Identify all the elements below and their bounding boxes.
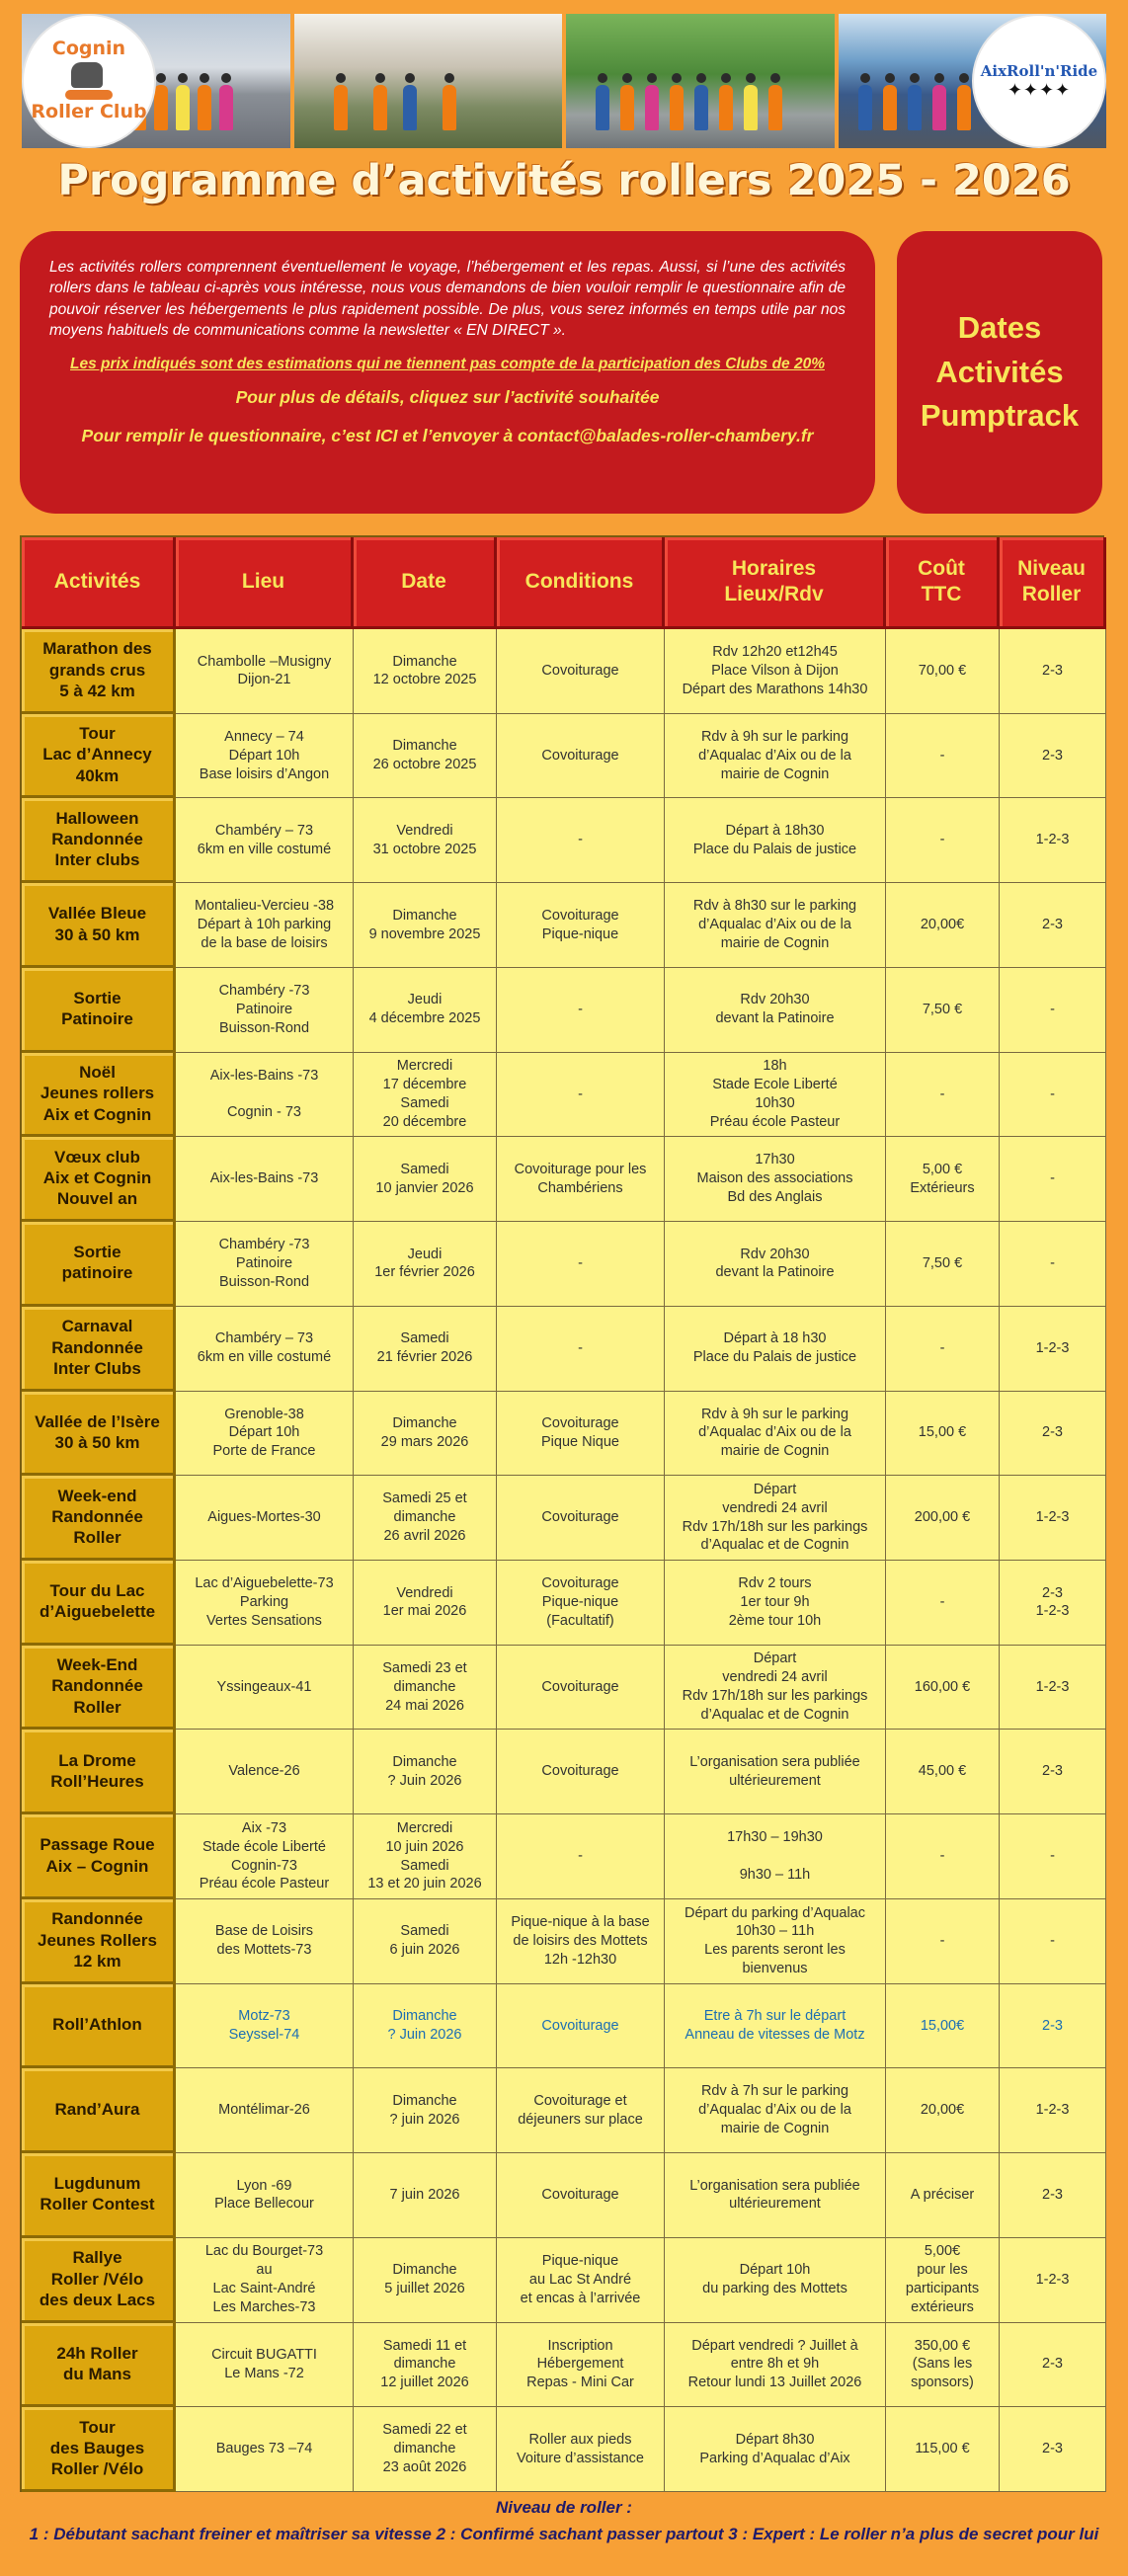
cost-cell: - [886,1814,1000,1899]
schedule-cell: 17h30 Maison des associations Bd des Anglais [665,1137,886,1222]
conditions-cell: Covoiturage Pique-nique [497,883,665,968]
cost-cell: 350,00 € (Sans les sponsors) [886,2323,1000,2408]
location-cell: Valence-26 [176,1730,354,1814]
schedule-cell: Départ 8h30 Parking d’Aqualac d’Aix [665,2407,886,2492]
header-conditions: Conditions [497,537,665,629]
activity-link[interactable]: Vallée de l’Isère 30 à 50 km [22,1392,176,1477]
prices-note: Les prix indiqués sont des estimations qui ne tiennent pas compte de la participation des Clubs de 20% [70,355,825,372]
level-cell: - [1000,1137,1106,1222]
questionnaire-link[interactable]: Pour remplir le questionnaire, c’est ICI et l’envoyer à contact@balades-roller-chambery.fr [81,425,814,445]
location-cell: Lyon -69 Place Bellecour [176,2153,354,2238]
location-cell: Chambéry -73 Patinoire Buisson-Rond [176,1222,354,1307]
level-cell: - [1000,1053,1106,1138]
date-cell: Mercredi 10 juin 2026 Samedi 13 et 20 juin 2026 [354,1814,497,1899]
header-cout: Coût TTC [886,537,1000,629]
activity-link[interactable]: Marathon des grands crus 5 à 42 km [22,629,176,714]
location-cell: Montélimar-26 [176,2068,354,2153]
level-cell: - [1000,1899,1106,1984]
schedule-cell: Rdv à 9h sur le parking d’Aqualac d’Aix ou de la mairie de Cognin [665,714,886,799]
cost-cell: 15,00 € [886,1392,1000,1477]
level-cell: 1-2-3 [1000,2238,1106,2323]
location-cell: Motz-73 Seyssel-74 [176,1984,354,2069]
cost-cell: 5,00€ pour les participants extérieurs [886,2238,1000,2323]
date-cell: Samedi 6 juin 2026 [354,1899,497,1984]
cost-cell: - [886,1307,1000,1392]
schedule-cell: Départ vendredi 24 avril Rdv 17h/18h sur les parkings d’Aqualac et de Cognin [665,1646,886,1731]
conditions-cell: - [497,968,665,1053]
info-text: Les activités rollers comprennent éventuellement le voyage, l’hébergement et les repas. Aussi, si l’une des activités rollers dans le tableau ci-après vous intéresse, nous vous demandons de bien vouloir remplir le questionnaire afin de pouvoir réserver les hébergements le plus rapidement possible. De plus, vous serez informés en temps utile par nos moyens habituels de communications comme la newsletter « EN DIRECT ». [49,259,846,340]
conditions-cell: Covoiturage et déjeuners sur place [497,2068,665,2153]
cost-cell: 200,00 € [886,1476,1000,1561]
conditions-cell: - [497,1222,665,1307]
schedule-cell: Rdv à 7h sur le parking d’Aqualac d’Aix ou de la mairie de Cognin [665,2068,886,2153]
level-cell: 2-3 [1000,2407,1106,2492]
banner-photo-2 [294,14,563,148]
activity-link[interactable]: Tour des Bauges Roller /Vélo [22,2407,176,2492]
cost-cell: - [886,798,1000,883]
conditions-cell: Covoiturage [497,1476,665,1561]
cost-cell: 45,00 € [886,1730,1000,1814]
date-cell: Jeudi 4 décembre 2025 [354,968,497,1053]
date-cell: Dimanche ? juin 2026 [354,2068,497,2153]
cost-cell: 7,50 € [886,1222,1000,1307]
location-cell: Chambéry – 73 6km en ville costumé [176,798,354,883]
activity-link[interactable]: Sortie patinoire [22,1222,176,1307]
location-cell: Aix -73 Stade école Liberté Cognin-73 Préau école Pasteur [176,1814,354,1899]
location-cell: Montalieu-Vercieu -38 Départ à 10h parking de la base de loisirs [176,883,354,968]
conditions-cell: Covoiturage [497,714,665,799]
date-cell: Samedi 23 et dimanche 24 mai 2026 [354,1646,497,1731]
location-cell: Bauges 73 –74 [176,2407,354,2492]
activity-link[interactable]: Lugdunum Roller Contest [22,2153,176,2238]
location-cell: Aigues-Mortes-30 [176,1476,354,1561]
schedule-cell: Etre à 7h sur le départ Anneau de vitesses de Motz [665,1984,886,2069]
level-cell: 2-3 [1000,1730,1106,1814]
header-horaires: Horaires Lieux/Rdv [665,537,886,629]
conditions-cell: Covoiturage [497,629,665,714]
level-cell: 2-3 [1000,883,1106,968]
conditions-cell: Pique-nique à la base de loisirs des Mottets 12h -12h30 [497,1899,665,1984]
activity-link[interactable]: Vallée Bleue 30 à 50 km [22,883,176,968]
conditions-cell: Covoiturage Pique Nique [497,1392,665,1477]
level-cell: 2-3 [1000,2153,1106,2238]
schedule-cell: Rdv 12h20 et12h45 Place Vilson à Dijon Départ des Marathons 14h30 [665,629,886,714]
cost-cell: - [886,714,1000,799]
cost-cell: 20,00€ [886,2068,1000,2153]
conditions-cell: Pique-nique au Lac St André et encas à l’arrivée [497,2238,665,2323]
level-cell: 1-2-3 [1000,1476,1106,1561]
location-cell: Chambéry – 73 6km en ville costumé [176,1307,354,1392]
date-cell: Dimanche 9 novembre 2025 [354,883,497,968]
cognin-roller-club-logo[interactable]: Cognin Roller Club [22,14,156,148]
activity-link[interactable]: Carnaval Randonnée Inter Clubs [22,1307,176,1392]
schedule-cell: Départ vendredi 24 avril Rdv 17h/18h sur les parkings d’Aqualac et de Cognin [665,1476,886,1561]
level-cell: 2-3 1-2-3 [1000,1561,1106,1646]
location-cell: Annecy – 74 Départ 10h Base loisirs d’Angon [176,714,354,799]
aix-roll-n-ride-logo[interactable] [972,14,1106,148]
photo-banner [22,14,1106,148]
schedule-cell: 17h30 – 19h30 9h30 – 11h [665,1814,886,1899]
cost-cell: A préciser [886,2153,1000,2238]
activity-link[interactable]: Halloween Randonnée Inter clubs [22,798,176,883]
level-legend: 1 : Débutant sachant freiner et maîtriser sa vitesse 2 : Confirmé sachant passer partout 3 : Expert : Le roller n’a plus de secret pour lui [29,2525,1099,2543]
header-activites: Activités [22,537,176,629]
date-cell: Samedi 11 et dimanche 12 juillet 2026 [354,2323,497,2408]
conditions-cell: - [497,798,665,883]
schedule-cell: L’organisation sera publiée ultérieurement [665,1730,886,1814]
level-cell: - [1000,1814,1106,1899]
date-cell: 7 juin 2026 [354,2153,497,2238]
activity-link[interactable]: La Drome Roll’Heures [22,1730,176,1814]
cost-cell: 70,00 € [886,629,1000,714]
conditions-cell: Inscription Hébergement Repas - Mini Car [497,2323,665,2408]
cost-cell: 160,00 € [886,1646,1000,1731]
level-cell: 2-3 [1000,2323,1106,2408]
schedule-cell: 18h Stade Ecole Liberté 10h30 Préau école Pasteur [665,1053,886,1138]
activity-link[interactable]: Roll’Athlon [22,1984,176,2069]
level-cell: 2-3 [1000,714,1106,799]
date-cell: Dimanche 12 octobre 2025 [354,629,497,714]
conditions-cell: Covoiturage [497,1984,665,2069]
date-cell: Samedi 10 janvier 2026 [354,1137,497,1222]
date-cell: Vendredi 31 octobre 2025 [354,798,497,883]
activity-link[interactable]: Sortie Patinoire [22,968,176,1053]
cost-cell: 115,00 € [886,2407,1000,2492]
schedule-cell: Départ à 18 h30 Place du Palais de justice [665,1307,886,1392]
date-cell: Dimanche 26 octobre 2025 [354,714,497,799]
cost-cell: - [886,1053,1000,1138]
details-link[interactable]: Pour plus de détails, cliquez sur l’activité souhaitée [235,386,660,407]
activity-link[interactable]: Vœux club Aix et Cognin Nouvel an [22,1137,176,1222]
level-cell: - [1000,1222,1106,1307]
conditions-cell: Covoiturage [497,2153,665,2238]
schedule-cell: Départ du parking d’Aqualac 10h30 – 11h Les parents seront les bienvenus [665,1899,886,1984]
conditions-cell: Roller aux pieds Voiture d’assistance [497,2407,665,2492]
activity-link[interactable]: Tour Lac d’Annecy 40km [22,714,176,799]
schedule-cell: Rdv 20h30 devant la Patinoire [665,968,886,1053]
activity-link[interactable]: 24h Roller du Mans [22,2323,176,2408]
activity-link[interactable]: Randonnée Jeunes Rollers 12 km [22,1899,176,1984]
conditions-cell: Covoiturage Pique-nique (Facultatif) [497,1561,665,1646]
header-niveau: Niveau Roller [1000,537,1106,629]
location-cell: Lac du Bourget-73 au Lac Saint-André Les Marches-73 [176,2238,354,2323]
level-cell: 1-2-3 [1000,798,1106,883]
date-cell: Mercredi 17 décembre Samedi 20 décembre [354,1053,497,1138]
location-cell: Chambolle –Musigny Dijon-21 [176,629,354,714]
schedule-cell: Rdv 2 tours 1er tour 9h 2ème tour 10h [665,1561,886,1646]
skaters-icon: ✦✦✦✦ [1007,79,1072,100]
legend-title: Niveau de roller : [496,2498,632,2517]
schedule-cell: Départ vendredi ? Juillet à entre 8h et 9h Retour lundi 13 Juillet 2026 [665,2323,886,2408]
activity-link[interactable]: Tour du Lac d’Aiguebelette [22,1561,176,1646]
activity-link[interactable]: Passage Roue Aix – Cognin [22,1814,176,1899]
level-cell: 1-2-3 [1000,1307,1106,1392]
schedule-cell: Rdv à 8h30 sur le parking d’Aqualac d’Aix ou de la mairie de Cognin [665,883,886,968]
level-cell: 2-3 [1000,1984,1106,2069]
level-cell: 2-3 [1000,1392,1106,1477]
header-date: Date [354,537,497,629]
info-box [20,231,875,514]
cost-cell: 5,00 € Extérieurs [886,1137,1000,1222]
cost-cell: 15,00€ [886,1984,1000,2069]
schedule-cell: Rdv 20h30 devant la Patinoire [665,1222,886,1307]
cost-cell: - [886,1899,1000,1984]
location-cell: Aix-les-Bains -73 Cognin - 73 [176,1053,354,1138]
cost-cell: - [886,1561,1000,1646]
conditions-cell: Covoiturage [497,1646,665,1731]
schedule-cell: Départ 10h du parking des Mottets [665,2238,886,2323]
activity-link[interactable]: Week-End Randonnée Roller [22,1646,176,1731]
conditions-cell: Covoiturage [497,1730,665,1814]
date-cell: Dimanche 5 juillet 2026 [354,2238,497,2323]
banner-photo-3 [566,14,835,148]
date-cell: Dimanche ? Juin 2026 [354,1984,497,2069]
location-cell: Circuit BUGATTI Le Mans -72 [176,2323,354,2408]
activity-link[interactable]: Noël Jeunes rollers Aix et Cognin [22,1053,176,1138]
location-cell: Lac d’Aiguebelette-73 Parking Vertes Sensations [176,1561,354,1646]
location-cell: Yssingeaux-41 [176,1646,354,1731]
pumptrack-dates-button[interactable]: Dates Activités Pumptrack [897,231,1102,514]
activity-link[interactable]: Rand’Aura [22,2068,176,2153]
level-cell: - [1000,968,1106,1053]
activity-link[interactable]: Rallye Roller /Vélo des deux Lacs [22,2238,176,2323]
roller-skate-icon [63,62,115,100]
date-cell: Dimanche ? Juin 2026 [354,1730,497,1814]
date-cell: Jeudi 1er février 2026 [354,1222,497,1307]
date-cell: Dimanche 29 mars 2026 [354,1392,497,1477]
location-cell: Base de Loisirs des Mottets-73 [176,1899,354,1984]
activity-table [20,535,1104,2492]
location-cell: Aix-les-Bains -73 [176,1137,354,1222]
cost-cell: 7,50 € [886,968,1000,1053]
conditions-cell: - [497,1053,665,1138]
date-cell: Samedi 22 et dimanche 23 août 2026 [354,2407,497,2492]
level-cell: 1-2-3 [1000,1646,1106,1731]
aix-logo-wordmark: AixRoll'n'Ride [980,61,1098,80]
cost-cell: 20,00€ [886,883,1000,968]
conditions-cell: Covoiturage pour les Chambériens [497,1137,665,1222]
date-cell: Samedi 25 et dimanche 26 avril 2026 [354,1476,497,1561]
conditions-cell: - [497,1814,665,1899]
location-cell: Chambéry -73 Patinoire Buisson-Rond [176,968,354,1053]
schedule-cell: L’organisation sera publiée ultérieurement [665,2153,886,2238]
date-cell: Vendredi 1er mai 2026 [354,1561,497,1646]
header-lieu: Lieu [176,537,354,629]
location-cell: Grenoble-38 Départ 10h Porte de France [176,1392,354,1477]
schedule-cell: Départ à 18h30 Place du Palais de justice [665,798,886,883]
page-title: Programme d’activités rollers 2025 - 2026 [57,156,1071,205]
level-cell: 1-2-3 [1000,2068,1106,2153]
date-cell: Samedi 21 février 2026 [354,1307,497,1392]
level-cell: 2-3 [1000,629,1106,714]
activity-link[interactable]: Week-end Randonnée Roller [22,1476,176,1561]
conditions-cell: - [497,1307,665,1392]
schedule-cell: Rdv à 9h sur le parking d’Aqualac d’Aix ou de la mairie de Cognin [665,1392,886,1477]
